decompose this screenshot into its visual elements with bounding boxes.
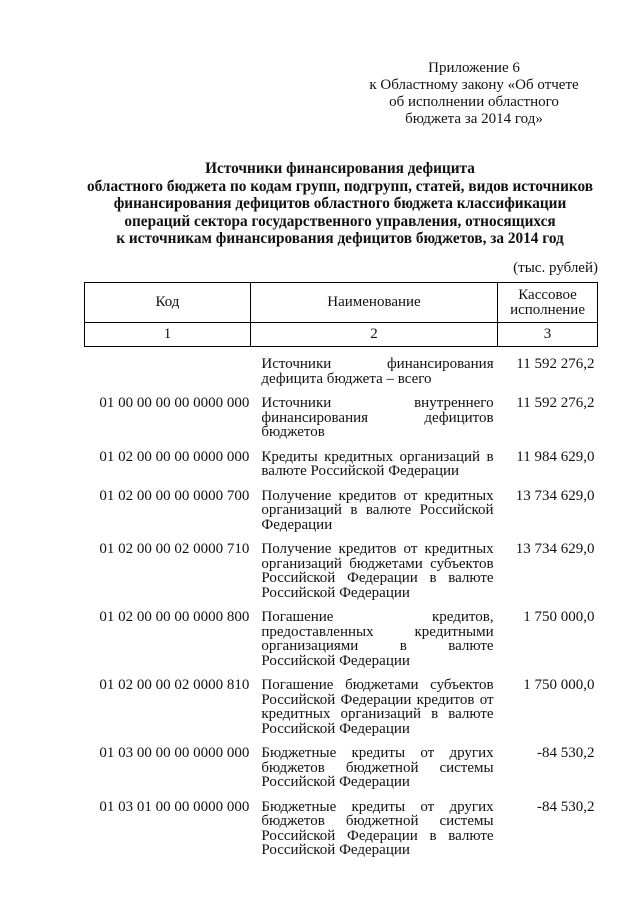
appendix-law-line: об исполнении областного	[389, 94, 559, 110]
row-name: Источники финансирования дефицита бюджета – всего	[261, 356, 494, 387]
header-code: Код	[85, 283, 251, 323]
row-amount: 13 734 629,0	[515, 541, 595, 557]
title-line: к источникам финансирования дефицитов бюджетов, за 2014 год	[116, 230, 564, 248]
row-amount: 11 592 276,2	[516, 356, 595, 372]
row-name: Бюджетные кредиты от других бюджетов бюджетной системы Российской Федерации	[261, 745, 494, 790]
row-code: 01 03 01 00 00 0000 000	[99, 798, 250, 815]
row-code	[85, 347, 251, 397]
appendix-reference	[358, 60, 590, 128]
row-code: 01 02 00 00 00 0000 000	[99, 448, 250, 465]
title-line: Источники финансирования дефицита	[205, 160, 475, 177]
row-code: 01 02 00 00 00 0000 700	[99, 487, 250, 504]
title-line: операций сектора государственного управления, относящихся	[124, 212, 556, 230]
table-row	[85, 542, 598, 610]
table-row	[85, 450, 598, 489]
title-line: финансирования дефицитов областного бюджета классификации	[113, 195, 567, 213]
table-row	[85, 678, 598, 746]
row-code: 01 02 00 00 02 0000 710	[99, 541, 250, 557]
header-amount-line: Кассовое	[518, 287, 577, 303]
row-amount: -84 530,2	[537, 798, 595, 815]
row-amount: 11 592 276,2	[516, 395, 595, 411]
header-name: Наименование	[250, 283, 497, 323]
row-name: Погашение кредитов, предоставленных кредитными организациями в валюте Российской Федерации	[261, 609, 494, 669]
row-amount: 11 984 629,0	[516, 448, 595, 465]
row-code: 01 03 00 00 00 0000 000	[99, 745, 250, 761]
column-number: 2	[250, 323, 497, 347]
row-amount: -84 530,2	[537, 745, 595, 761]
column-number: 1	[85, 323, 251, 347]
row-code: 01 00 00 00 00 0000 000	[99, 395, 250, 411]
row-name: Получение кредитов от кредитных организаций в валюте Российской Федерации	[261, 487, 494, 533]
table-row	[85, 610, 598, 678]
table-row	[85, 746, 598, 800]
title-line: областного бюджета по кодам групп, подгрупп, статей, видов источников	[86, 177, 594, 195]
column-number: 3	[498, 323, 598, 347]
row-name: Погашение бюджетами субъектов Российской Федерации кредитов от кредитных организаций в валюте Российской Федерации	[261, 677, 494, 737]
row-code: 01 02 00 00 00 0000 800	[99, 609, 250, 625]
header-amount	[498, 283, 598, 323]
row-code: 01 02 00 00 02 0000 810	[99, 677, 250, 693]
row-name: Кредиты кредитных организаций в валюте Российской Федерации	[261, 448, 494, 479]
row-name: Получение кредитов от кредитных организаций бюджетами субъектов Российской Федерации в валюте Российской Федерации	[261, 541, 494, 601]
row-name: Источники внутреннего финансирования дефицитов бюджетов	[261, 395, 494, 440]
appendix-law-line: к Областному закону «Об отчете	[369, 77, 579, 93]
table-row	[85, 489, 598, 543]
units-label: (тыс. рублей)	[513, 260, 598, 276]
appendix-number: Приложение 6	[428, 60, 520, 76]
financing-sources-table	[84, 282, 598, 868]
row-name: Бюджетные кредиты от других бюджетов бюджетной системы Российской Федерации в валюте Российской Федерации	[261, 798, 494, 858]
column-number-row	[85, 323, 598, 347]
table-row	[85, 396, 598, 450]
table-row	[85, 800, 598, 868]
header-amount-line: исполнение	[510, 301, 585, 318]
document-title	[40, 160, 640, 248]
table-row	[85, 347, 598, 397]
table-header-row	[85, 283, 598, 323]
row-amount: 1 750 000,0	[523, 609, 595, 625]
row-amount: 13 734 629,0	[515, 487, 595, 504]
appendix-law-line: бюджета за 2014 год»	[405, 111, 543, 127]
row-amount: 1 750 000,0	[523, 677, 595, 693]
